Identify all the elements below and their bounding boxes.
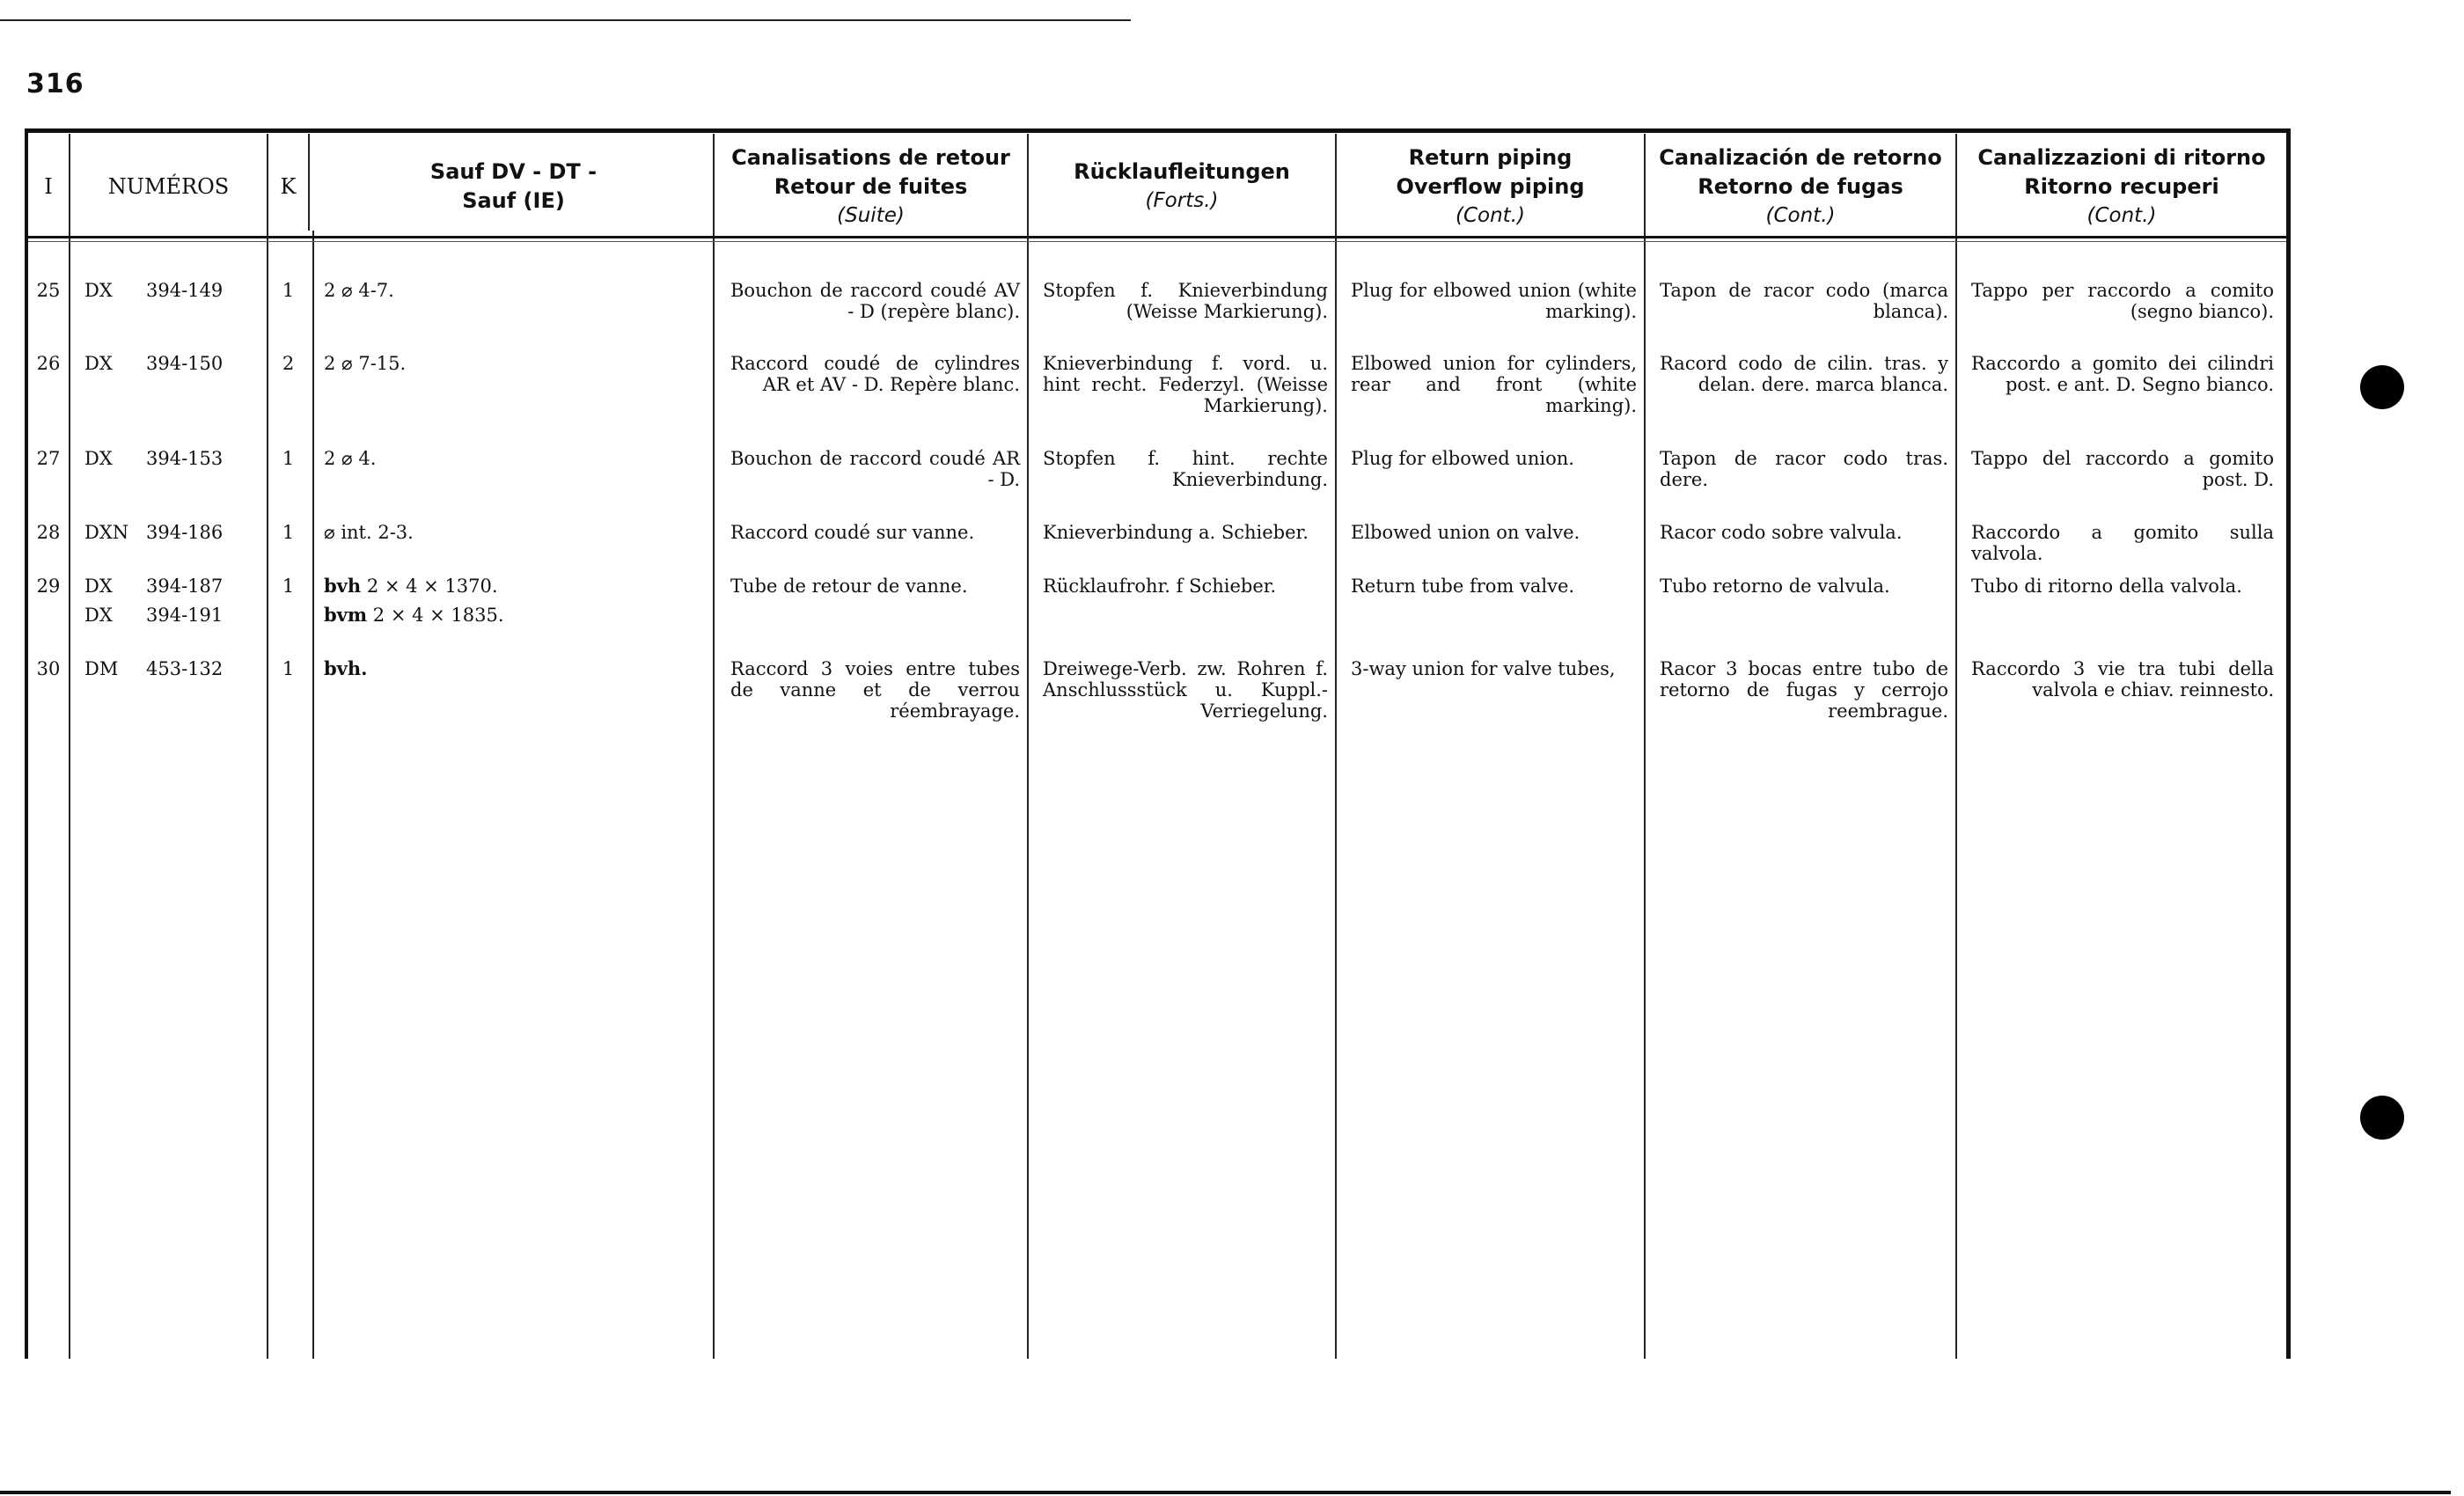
desc-fr: Bouchon de raccord coudé AV - D (repère blanc). (730, 280, 1020, 322)
column-divider (312, 231, 314, 1359)
row-index: 25 (36, 280, 61, 301)
part-prefix: DX (84, 448, 113, 469)
desc-en: Plug for elbowed union (white marking). (1351, 280, 1637, 322)
quantity: 1 (282, 280, 295, 301)
desc-fr: Bouchon de raccord coudé AR - D. (730, 448, 1020, 490)
desc-en: 3-way union for valve tubes, (1351, 658, 1616, 679)
top-rule (0, 19, 1131, 21)
desc-en: Elbowed union on valve. (1351, 522, 1580, 543)
desc-de: Knieverbindung f. vord. u. hint recht. Federzyl. (Weisse Markierung). (1043, 353, 1328, 416)
header-spanish: Canalización de retorno Retorno de fugas (Cont.) (1659, 144, 1942, 227)
quantity: 1 (282, 522, 295, 543)
column-divider (69, 134, 70, 1359)
part-number: 394-186 (146, 522, 224, 543)
desc-es: Racor codo sobre valvula. (1660, 522, 1903, 543)
desc-es: Racor 3 bocas entre tubo de retorno de fugas y cerrojo reembrague. (1660, 658, 1948, 722)
column-divider (1335, 134, 1337, 1359)
desc-fr: Tube de retour de vanne. (730, 576, 968, 597)
header-except: Sauf DV - DT - Sauf (IE) (429, 159, 598, 213)
column-divider (308, 134, 310, 231)
column-divider (1644, 134, 1646, 1359)
desc-it: Raccordo 3 vie tra tubi della valvola e chiav. reinnesto. (1971, 658, 2274, 700)
header-index: I (44, 174, 53, 199)
page-number: 316 (26, 69, 84, 99)
desc-de: Stopfen f. hint. rechte Knieverbindung. (1043, 448, 1328, 490)
header-french: Canalisations de retour Retour de fuites (Suite) (731, 144, 1010, 227)
desc-fr: Raccord 3 voies entre tubes de vanne et de verrou réembrayage. (730, 658, 1020, 722)
desc-it: Tappo per raccordo a comito (segno bianco). (1971, 280, 2274, 322)
spec: ⌀ int. 2-3. (324, 522, 414, 543)
part-prefix: DX (84, 605, 113, 626)
part-prefix: DX (84, 280, 113, 301)
header-english: Return piping Overflow piping (Cont.) (1396, 144, 1585, 227)
part-number: 394-150 (146, 353, 224, 374)
desc-it: Raccordo a gomito sulla valvola. (1971, 522, 2274, 564)
desc-en: Return tube from valve. (1351, 576, 1575, 597)
desc-en: Elbowed union for cylinders, rear and front (white marking). (1351, 353, 1637, 416)
part-number: 394-191 (146, 605, 224, 626)
desc-it: Raccordo a gomito dei cilindri post. e ant. D. Segno bianco. (1971, 353, 2274, 395)
desc-de: Dreiwege-Verb. zw. Rohren f. Anschlussstück u. Kuppl.-Verriegelung. (1043, 658, 1328, 722)
desc-it: Tappo del raccordo a gomito post. D. (1971, 448, 2274, 490)
quantity: 1 (282, 448, 295, 469)
header-italian: Canalizzazioni di ritorno Ritorno recuperi (Cont.) (1977, 144, 2266, 227)
desc-en: Plug for elbowed union. (1351, 448, 1574, 469)
header-numbers: NUMÉROS (107, 174, 230, 199)
column-divider (1955, 134, 1957, 1359)
desc-fr: Raccord coudé sur vanne. (730, 522, 975, 543)
row-index: 28 (36, 522, 61, 543)
part-prefix: DM (84, 658, 119, 679)
header-german: Rücklaufleitungen (Forts.) (1074, 159, 1290, 212)
desc-es: Tapon de racor codo tras. dere. (1660, 448, 1948, 490)
binder-hole (2360, 1096, 2404, 1140)
desc-fr: Raccord coudé de cylindres AR et AV - D. Repère blanc. (730, 353, 1020, 395)
column-divider (1027, 134, 1029, 1359)
part-prefix: DX (84, 576, 113, 597)
column-divider (713, 134, 715, 1359)
quantity: 1 (282, 576, 295, 597)
header-qty: K (280, 174, 297, 199)
part-number: 394-149 (146, 280, 224, 301)
spec: bvm 2 × 4 × 1835. (324, 604, 504, 626)
part-prefix: DXN (84, 522, 129, 543)
desc-de: Knieverbindung a. Schieber. (1043, 522, 1309, 543)
part-number: 453-132 (146, 658, 224, 679)
binder-hole (2360, 365, 2404, 409)
spec: bvh. (324, 657, 368, 679)
spec: 2 ⌀ 7-15. (324, 353, 407, 374)
row-index: 27 (36, 448, 61, 469)
column-divider (267, 134, 268, 1359)
quantity: 2 (282, 353, 295, 374)
desc-es: Tubo retorno de valvula. (1660, 576, 1890, 597)
row-index: 29 (36, 576, 61, 597)
row-index: 30 (36, 658, 61, 679)
desc-it: Tubo di ritorno della valvola. (1971, 576, 2242, 597)
header-rule-thin (28, 241, 2286, 242)
spec: bvh 2 × 4 × 1370. (324, 575, 498, 597)
desc-de: Stopfen f. Knieverbindung (Weisse Markierung). (1043, 280, 1328, 322)
desc-de: Rücklaufrohr. f Schieber. (1043, 576, 1277, 597)
spec: 2 ⌀ 4. (324, 448, 377, 469)
part-prefix: DX (84, 353, 113, 374)
quantity: 1 (282, 658, 295, 679)
bottom-rule (0, 1491, 2451, 1494)
spec: 2 ⌀ 4-7. (324, 280, 394, 301)
part-number: 394-153 (146, 448, 224, 469)
row-index: 26 (36, 353, 61, 374)
part-number: 394-187 (146, 576, 224, 597)
desc-es: Tapon de racor codo (marca blanca). (1660, 280, 1948, 322)
desc-es: Racord codo de cilin. tras. y delan. dere. marca blanca. (1660, 353, 1948, 395)
